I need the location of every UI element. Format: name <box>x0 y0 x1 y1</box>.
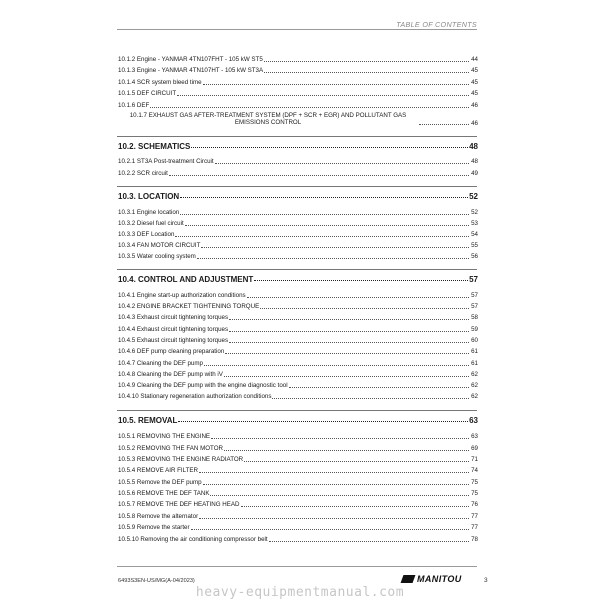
toc-entry-page: 48 <box>471 158 478 165</box>
dot-leader <box>241 506 470 507</box>
toc-entry-page: 45 <box>471 90 478 97</box>
toc-entry-page: 60 <box>471 337 478 344</box>
toc-entry-title: 10.5.5 Remove the DEF pump <box>118 479 202 486</box>
toc-entry-page: 55 <box>471 242 478 249</box>
toc-entry-page: 46 <box>471 102 478 109</box>
dot-leader <box>169 175 469 176</box>
toc-entry-page: 78 <box>471 536 478 543</box>
toc-entry-page: 53 <box>471 220 478 227</box>
toc-section-page: 63 <box>469 416 478 425</box>
toc-entry-page: 58 <box>471 314 478 321</box>
toc-entry-title: 10.1.2 Engine - YANMAR 4TN107FHT - 105 kW ST5 <box>118 56 263 63</box>
toc-entry-page: 56 <box>471 253 478 260</box>
toc-entry-page: 52 <box>471 209 478 216</box>
toc-section-page: 48 <box>469 142 478 151</box>
toc-entry-title: 10.5.7 REMOVE THE DEF HEATING HEAD <box>118 501 240 508</box>
toc-entry-page: 71 <box>471 456 478 463</box>
toc-entry[interactable] <box>118 371 478 378</box>
dot-leader <box>289 387 469 388</box>
toc-entry[interactable] <box>118 170 478 177</box>
dot-leader <box>229 342 469 343</box>
toc-entry-title: 10.4.6 DEF pump cleaning preparation <box>118 348 225 355</box>
manitou-logo <box>402 574 462 584</box>
dot-leader <box>247 297 469 298</box>
dot-leader <box>199 518 469 519</box>
toc-entry-title: 10.5.8 Remove the alternator <box>118 513 199 520</box>
dot-leader <box>244 461 469 462</box>
toc-entry-page: 62 <box>471 393 478 400</box>
toc-entry-title: 10.5.10 Removing the air conditioning compressor belt <box>118 536 268 543</box>
toc-entry-title: 10.3.2 Diesel fuel circuit <box>118 220 184 227</box>
toc-entry-page: 45 <box>471 79 478 86</box>
toc-entry[interactable] <box>118 220 478 227</box>
dot-leader <box>178 421 468 422</box>
toc-section-title: 10.3. LOCATION <box>118 192 180 201</box>
dot-leader <box>210 495 469 496</box>
page-number: 3 <box>484 577 488 584</box>
toc-entry[interactable] <box>118 158 478 165</box>
toc-section-heading[interactable] <box>118 143 478 150</box>
toc-entry-page: 75 <box>471 479 478 486</box>
dot-leader <box>264 61 469 62</box>
toc-entry[interactable] <box>118 326 478 333</box>
watermark: heavy-equipmentmanual.com <box>195 585 405 600</box>
toc-entry-title: 10.4.2 ENGINE BRACKET TIGHTENING TORQUE <box>118 303 260 310</box>
dot-leader <box>215 163 469 164</box>
toc-entry[interactable] <box>118 501 478 508</box>
toc-section-page: 57 <box>469 275 478 284</box>
dot-leader <box>419 124 469 125</box>
dot-leader <box>191 147 468 148</box>
toc-entry[interactable] <box>118 303 478 310</box>
toc-entry[interactable] <box>118 479 478 486</box>
toc-entry-page: 62 <box>471 382 478 389</box>
dot-leader <box>254 280 468 281</box>
dot-leader <box>224 376 469 377</box>
toc-entry-title: 10.4.8 Cleaning the DEF pump with iV <box>118 371 223 378</box>
toc-entry-title: 10.5.2 REMOVING THE FAN MOTOR <box>118 445 223 452</box>
toc-entry[interactable] <box>118 467 478 474</box>
manitou-logo-icon <box>401 575 416 583</box>
toc-entry[interactable] <box>118 112 478 127</box>
toc-entry-page: 44 <box>471 56 478 63</box>
toc-entry[interactable] <box>118 433 478 440</box>
toc-entry-page: 45 <box>471 67 478 74</box>
dot-leader <box>224 450 469 451</box>
section-divider <box>117 269 477 270</box>
toc-entry-page: 57 <box>471 292 478 299</box>
toc-entry[interactable] <box>118 382 478 389</box>
toc-entry[interactable] <box>118 209 478 216</box>
dot-leader <box>203 84 469 85</box>
dot-leader <box>229 331 469 332</box>
dot-leader <box>175 236 469 237</box>
toc-entry[interactable] <box>118 393 478 400</box>
toc-entry[interactable] <box>118 79 478 86</box>
dot-leader <box>229 319 469 320</box>
toc-entry-title: 10.1.3 Engine - YANMAR 4TN107HT - 105 kW ST3A <box>118 67 264 74</box>
toc-entry-title: 10.3.3 DEF Location <box>118 231 175 238</box>
toc-entry[interactable] <box>118 90 478 97</box>
toc-entry-title: 10.4.7 Cleaning the DEF pump <box>118 360 203 367</box>
brand-name: MANITOU <box>417 574 462 584</box>
toc-entry-page: 77 <box>471 524 478 531</box>
toc-section-heading[interactable] <box>118 276 478 283</box>
toc-entry-title: 10.3.1 Engine location <box>118 209 180 216</box>
dot-leader <box>260 308 469 309</box>
toc-entry-page: 77 <box>471 513 478 520</box>
toc-entry[interactable] <box>118 253 478 260</box>
dot-leader <box>204 365 469 366</box>
toc-entry-title: 10.3.4 FAN MOTOR CIRCUIT <box>118 242 201 249</box>
toc-entry-title: 10.5.9 Remove the starter <box>118 524 190 531</box>
dot-leader <box>269 541 469 542</box>
toc-entry-title: 10.4.9 Cleaning the DEF pump with the engine diagnostic tool <box>118 382 288 389</box>
dot-leader <box>225 353 469 354</box>
toc-entry-page: 54 <box>471 231 478 238</box>
dot-leader <box>264 72 469 73</box>
toc-entry-page: 63 <box>471 433 478 440</box>
dot-leader <box>197 258 469 259</box>
header-title: TABLE OF CONTENTS <box>396 20 477 29</box>
toc-entry-page: 76 <box>471 501 478 508</box>
toc-entry[interactable] <box>118 456 478 463</box>
dot-leader <box>199 472 469 473</box>
dot-leader <box>180 214 469 215</box>
toc-entry-title: 10.4.5 Exhaust circuit tightening torques <box>118 337 229 344</box>
document-code: 6493S3EN-US/MG(A-04/2023) <box>118 578 195 584</box>
toc-section-title: 10.2. SCHEMATICS <box>118 142 191 151</box>
toc-entry[interactable] <box>118 348 478 355</box>
toc-entry-page: 57 <box>471 303 478 310</box>
toc-entry-page: 69 <box>471 445 478 452</box>
toc-entry[interactable] <box>118 102 478 109</box>
toc-section-heading[interactable] <box>118 417 478 424</box>
toc-entry-title: 10.4.1 Engine start-up authorization conditions <box>118 292 246 299</box>
dot-leader <box>272 398 469 399</box>
toc-section-title: 10.4. CONTROL AND ADJUSTMENT <box>118 275 254 284</box>
section-divider <box>117 410 477 411</box>
dot-leader <box>150 107 469 108</box>
toc-entry-title: 10.1.6 DEF <box>118 102 150 109</box>
toc-entry[interactable] <box>118 292 478 299</box>
dot-leader <box>180 197 468 198</box>
toc-entry-page: 46 <box>471 119 478 127</box>
toc-entry[interactable] <box>118 360 478 367</box>
toc-entry[interactable] <box>118 231 478 238</box>
toc-entry-page: 62 <box>471 371 478 378</box>
toc-entry-page: 75 <box>471 490 478 497</box>
toc-entry-title: 10.3.5 Water cooling system <box>118 253 196 260</box>
toc-entry-title: 10.4.4 Exhaust circuit tightening torques <box>118 326 229 333</box>
toc-entry[interactable] <box>118 513 478 520</box>
toc-entry-title: 10.2.2 SCR circuit <box>118 170 168 177</box>
toc-entry[interactable] <box>118 536 478 543</box>
dot-leader <box>201 247 469 248</box>
toc-entry-title: 10.4.3 Exhaust circuit tightening torques <box>118 314 229 321</box>
toc-entry-page: 74 <box>471 467 478 474</box>
section-divider <box>117 136 477 137</box>
toc-entry[interactable] <box>118 242 478 249</box>
toc-section-title: 10.5. REMOVAL <box>118 416 178 425</box>
toc-entry[interactable] <box>118 67 478 74</box>
dot-leader <box>211 438 469 439</box>
dot-leader <box>177 95 469 96</box>
toc-entry-title: 10.2.1 ST3A Post-treatment Circuit <box>118 158 214 165</box>
toc-section-heading[interactable] <box>118 193 478 200</box>
toc-entry[interactable] <box>118 445 478 452</box>
toc-entry[interactable] <box>118 524 478 531</box>
toc-entry-title: 10.5.4 REMOVE AIR FILTER <box>118 467 199 474</box>
section-divider <box>117 186 477 187</box>
toc-entry-page: 61 <box>471 348 478 355</box>
toc-entry-title: 10.1.4 SCR system bleed time <box>118 79 202 86</box>
toc-entry-title: 10.1.5 DEF CIRCUIT <box>118 90 177 97</box>
toc-entry[interactable] <box>118 314 478 321</box>
toc-entry-title: 10.1.7 EXHAUST GAS AFTER-TREATMENT SYSTEM (DPF + SCR + EGR) AND POLLUTANT GAS EMISSIONS CONTROL <box>129 112 407 127</box>
toc-entry-title: 10.5.6 REMOVE THE DEF TANK <box>118 490 210 497</box>
toc-section-page: 52 <box>469 192 478 201</box>
toc-entry[interactable] <box>118 56 478 63</box>
toc-entry-page: 61 <box>471 360 478 367</box>
toc-entry-title: 10.5.3 REMOVING THE ENGINE RADIATOR <box>118 456 244 463</box>
dot-leader <box>203 484 469 485</box>
dot-leader <box>191 529 469 530</box>
toc-entry-title: 10.5.1 REMOVING THE ENGINE <box>118 433 211 440</box>
toc-entry[interactable] <box>118 337 478 344</box>
toc-entry-page: 49 <box>471 170 478 177</box>
toc-entry[interactable] <box>118 490 478 497</box>
dot-leader <box>185 225 469 226</box>
toc-entry-page: 59 <box>471 326 478 333</box>
footer-divider <box>117 566 477 567</box>
toc-entry-title: 10.4.10 Stationary regeneration authorization conditions <box>118 393 272 400</box>
